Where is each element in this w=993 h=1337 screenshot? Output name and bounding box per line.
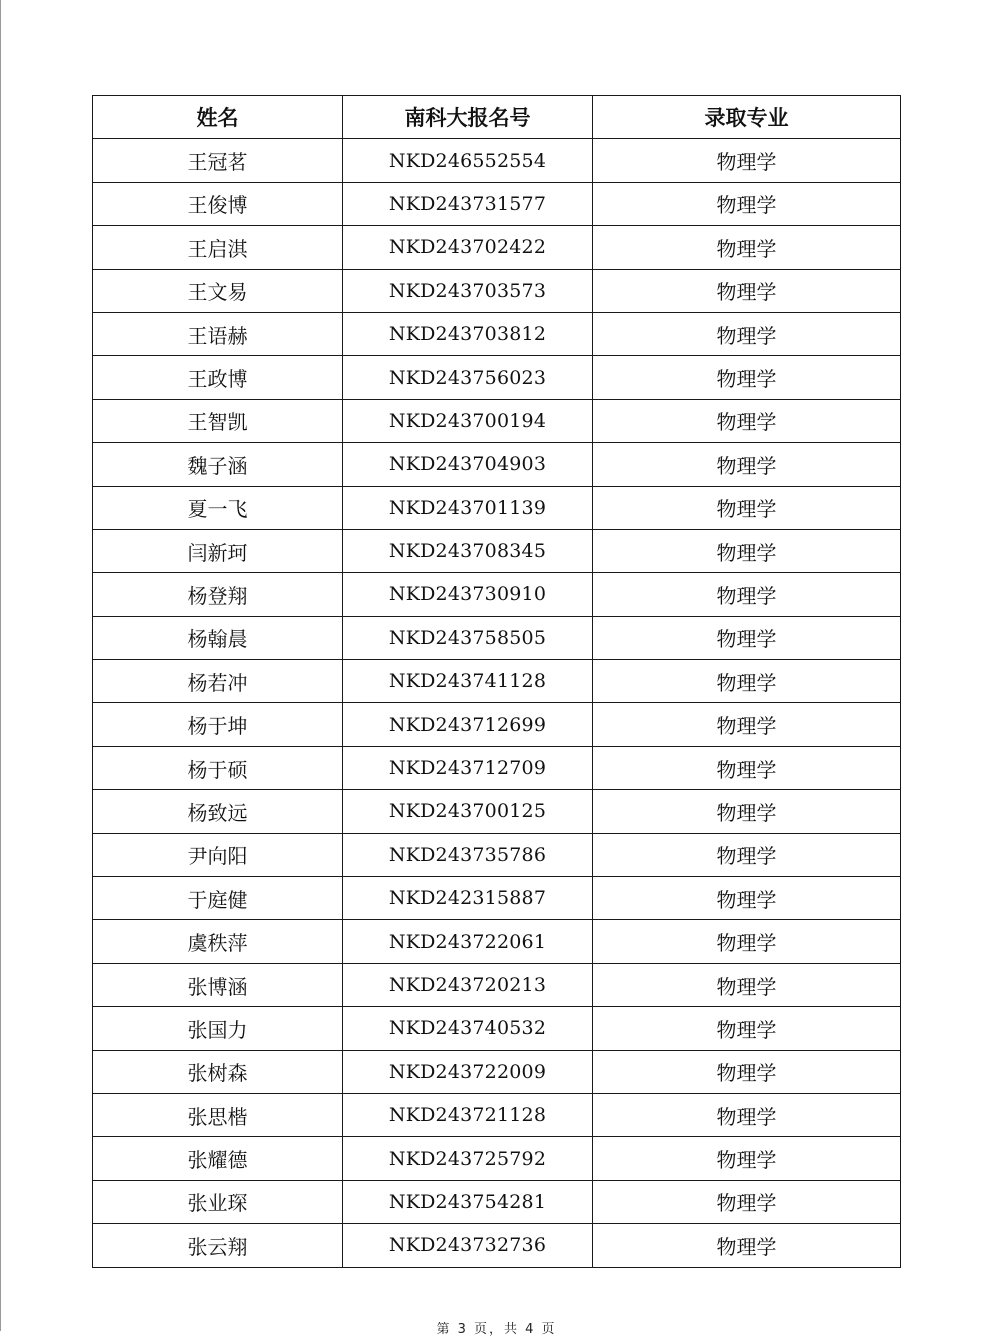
cell-major: 物理学	[593, 226, 901, 269]
cell-major: 物理学	[593, 1007, 901, 1050]
cell-registration-id: NKD243704903	[343, 443, 593, 486]
cell-name: 杨登翔	[93, 573, 343, 616]
cell-name: 杨翰晨	[93, 616, 343, 659]
table-row	[93, 703, 901, 746]
cell-major: 物理学	[593, 573, 901, 616]
table-row	[93, 443, 901, 486]
cell-major: 物理学	[593, 963, 901, 1006]
cell-name: 王冠茗	[93, 139, 343, 182]
cell-name: 尹向阳	[93, 833, 343, 876]
cell-name: 张国力	[93, 1007, 343, 1050]
cell-registration-id: NKD243722009	[343, 1050, 593, 1093]
cell-major: 物理学	[593, 443, 901, 486]
page-edge	[0, 0, 1, 1331]
cell-major: 物理学	[593, 703, 901, 746]
cell-name: 张思楷	[93, 1093, 343, 1136]
cell-registration-id: NKD243702422	[343, 226, 593, 269]
table-row	[93, 1007, 901, 1050]
cell-name: 王俊博	[93, 182, 343, 225]
cell-name: 闫新珂	[93, 529, 343, 572]
admission-table	[92, 95, 901, 1268]
cell-major: 物理学	[593, 1180, 901, 1223]
cell-major: 物理学	[593, 790, 901, 833]
header-major: 录取专业	[593, 96, 901, 139]
cell-major: 物理学	[593, 312, 901, 355]
cell-registration-id: NKD243701139	[343, 486, 593, 529]
cell-name: 张树森	[93, 1050, 343, 1093]
cell-registration-id: NKD243700194	[343, 399, 593, 442]
cell-major: 物理学	[593, 660, 901, 703]
cell-major: 物理学	[593, 356, 901, 399]
cell-major: 物理学	[593, 746, 901, 789]
table-row	[93, 1180, 901, 1223]
table-row	[93, 877, 901, 920]
table-row	[93, 660, 901, 703]
cell-major: 物理学	[593, 399, 901, 442]
cell-registration-id: NKD243758505	[343, 616, 593, 659]
cell-name: 虞秩萍	[93, 920, 343, 963]
table-row	[93, 1224, 901, 1267]
cell-name: 王智凯	[93, 399, 343, 442]
cell-major: 物理学	[593, 182, 901, 225]
cell-major: 物理学	[593, 486, 901, 529]
cell-major: 物理学	[593, 877, 901, 920]
cell-registration-id: NKD243712709	[343, 746, 593, 789]
cell-registration-id: NKD243741128	[343, 660, 593, 703]
cell-registration-id: NKD246552554	[343, 139, 593, 182]
table-row	[93, 790, 901, 833]
cell-major: 物理学	[593, 1137, 901, 1180]
cell-registration-id: NKD243725792	[343, 1137, 593, 1180]
table-row	[93, 182, 901, 225]
cell-registration-id: NKD243735786	[343, 833, 593, 876]
table-row	[93, 356, 901, 399]
table-row	[93, 616, 901, 659]
cell-registration-id: NKD243756023	[343, 356, 593, 399]
table-row	[93, 139, 901, 182]
cell-name: 王政博	[93, 356, 343, 399]
cell-name: 魏子涵	[93, 443, 343, 486]
table-row	[93, 312, 901, 355]
cell-registration-id: NKD243712699	[343, 703, 593, 746]
cell-name: 张博涵	[93, 963, 343, 1006]
cell-major: 物理学	[593, 920, 901, 963]
cell-major: 物理学	[593, 1224, 901, 1267]
cell-registration-id: NKD243730910	[343, 573, 593, 616]
table-row	[93, 399, 901, 442]
cell-major: 物理学	[593, 1093, 901, 1136]
cell-name: 张云翔	[93, 1224, 343, 1267]
cell-registration-id: NKD243700125	[343, 790, 593, 833]
table-row	[93, 920, 901, 963]
cell-name: 张业琛	[93, 1180, 343, 1223]
cell-name: 杨若冲	[93, 660, 343, 703]
cell-registration-id: NKD243740532	[343, 1007, 593, 1050]
cell-registration-id: NKD243731577	[343, 182, 593, 225]
cell-name: 杨于坤	[93, 703, 343, 746]
header-row	[93, 96, 901, 139]
cell-name: 于庭健	[93, 877, 343, 920]
cell-registration-id: NKD243721128	[343, 1093, 593, 1136]
cell-major: 物理学	[593, 269, 901, 312]
cell-registration-id: NKD243720213	[343, 963, 593, 1006]
cell-registration-id: NKD243703812	[343, 312, 593, 355]
table-row	[93, 529, 901, 572]
table-row	[93, 1050, 901, 1093]
table-row	[93, 269, 901, 312]
table-row	[93, 1137, 901, 1180]
cell-name: 杨于硕	[93, 746, 343, 789]
cell-major: 物理学	[593, 1050, 901, 1093]
cell-registration-id: NKD243732736	[343, 1224, 593, 1267]
cell-registration-id: NKD242315887	[343, 877, 593, 920]
table-header	[93, 96, 901, 139]
cell-name: 王语赫	[93, 312, 343, 355]
cell-major: 物理学	[593, 139, 901, 182]
page-number: 第 3 页，共 4 页	[436, 1322, 557, 1337]
table-body	[93, 139, 901, 1267]
cell-registration-id: NKD243754281	[343, 1180, 593, 1223]
table-row	[93, 746, 901, 789]
header-name: 姓名	[93, 96, 343, 139]
cell-name: 夏一飞	[93, 486, 343, 529]
table-row	[93, 486, 901, 529]
cell-name: 王启淇	[93, 226, 343, 269]
table-row	[93, 963, 901, 1006]
cell-name: 王文易	[93, 269, 343, 312]
cell-name: 杨致远	[93, 790, 343, 833]
table-row	[93, 833, 901, 876]
cell-registration-id: NKD243708345	[343, 529, 593, 572]
header-registration-id: 南科大报名号	[343, 96, 593, 139]
cell-major: 物理学	[593, 529, 901, 572]
table-row	[93, 226, 901, 269]
cell-major: 物理学	[593, 833, 901, 876]
table-row	[93, 1093, 901, 1136]
cell-name: 张耀德	[93, 1137, 343, 1180]
cell-major: 物理学	[593, 616, 901, 659]
cell-registration-id: NKD243722061	[343, 920, 593, 963]
table-row	[93, 573, 901, 616]
cell-registration-id: NKD243703573	[343, 269, 593, 312]
